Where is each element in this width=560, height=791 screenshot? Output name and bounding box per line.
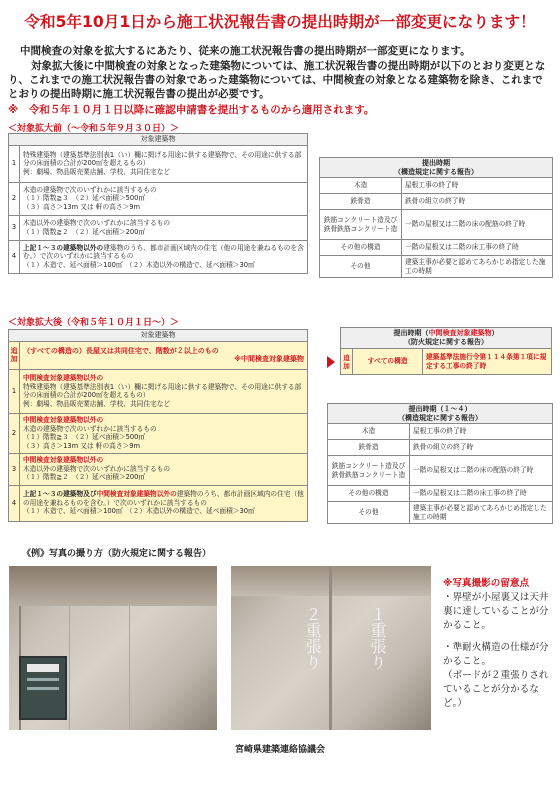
intro-paragraph: 対象拡大後に中間検査の対象となった建築物については、施工状況報告書の提出時期が以下のとおり変更となり、これまでの施工状況報告書の対象であった建築物については、中間検査の対象となる建築物を除き、これまでとおりの提出時期に施工状況報告書の提出が必要です。 [8, 60, 546, 100]
before-row-1: 特殊建築物（建築基準法別表1（い）欄に掲げる用途に供する建築物で、その用途に供する部分の床面積の合計が200㎡を超えるもの） 例：劇場、物品販売業店舗、学校、共同住宅など [20, 145, 308, 182]
structure-cell: 鉄筋コンクリート造及び鉄骨鉄筋コンクリート造 [320, 210, 402, 240]
before-timing-table [319, 157, 553, 278]
before-row-3: 木造以外の建築物で次のいずれかに該当するもの （１）階数≧２ （２）延べ面積＞200㎡ [20, 215, 308, 240]
intro-line-1: 中間検査の対象を拡大するにあたり、従来の施工状況報告書の提出時期が一部変更になります。 [20, 45, 471, 57]
structure-cell: その他 [320, 256, 402, 278]
fire-header-post: ） [491, 329, 499, 337]
structure-cell: その他の構造 [328, 486, 410, 502]
before-row-2: 木造の建築物で次のいずれかに該当するもの （１）階数≧３ （２）延べ面積＞500㎡ （３）高さ＞13m 又は 軒の高さ＞9m [20, 182, 308, 215]
fire-add-label: 追加 [341, 349, 353, 375]
after-row-1: 特殊建築物（建築基準法別表1（い）欄に掲げる用途に供する建築物で、その用途に供する部分の床面積の合計が200㎡を超えるもの） 例：劇場、物品販売業店舗、学校、共同住宅など [23, 382, 302, 408]
fire-timing: 建築基準法施行令第１１４条第１項に規定する工事の終了時 [423, 349, 552, 375]
photo-heading: 《例》写真の撮り方（防火規定に関する報告） [22, 549, 212, 559]
photo-construction-2 [231, 566, 431, 730]
row-num: 2 [9, 413, 20, 453]
row-num: 3 [9, 453, 20, 485]
after-heading: ＜対象拡大後（令和５年１０月１日～）＞ [8, 318, 180, 328]
page-title: 令和5年10月1日から施工状況報告書の提出時期が一部変更になります！ [24, 13, 536, 31]
after-left-header: 対象建築物 [9, 330, 308, 342]
fire-header-pre: 提出時期（ [393, 329, 429, 337]
after-row-4-bold: 上記１～３の建築物及び [23, 490, 97, 499]
after-target-table [8, 329, 308, 522]
before-row-4-bold: 上記１～３の建築物以外の [23, 243, 104, 252]
photo-label-single: １重張り [368, 606, 387, 670]
photo-construction-1 [9, 566, 217, 730]
application-note: ※ 令和５年１０月１日以降に確認申請書を提出するものから適用されます。 [8, 104, 375, 116]
after-row-1-red: 中間検査対象建築物以外の [23, 373, 104, 382]
add-label: 追加 [9, 341, 20, 369]
row-num: 4 [9, 240, 20, 273]
timing-cell: 一階の屋根又は二階の床の配筋の終了時 [402, 210, 553, 240]
timing-cell: 屋根工事の終了時 [410, 424, 553, 440]
after-row-4-red: 中間検査対象建築物以外の [96, 490, 177, 499]
after-row-2: 木造の建築物で次のいずれかに該当するもの （１）階数≧３ （２）延べ面積＞500㎡ （３）高さ＞13m 又は 軒の高さ＞9m [23, 424, 157, 450]
fire-header-red: 中間検査対象建築物 [428, 329, 492, 337]
structure-cell: 木造 [328, 424, 410, 440]
after-row-2-red: 中間検査対象建築物以外の [23, 415, 104, 424]
arrow-right-icon [327, 356, 335, 368]
after-right-header: 提出時期（１～４） （構造規定に関する報告） [328, 404, 553, 424]
row-num: 2 [9, 182, 20, 215]
structure-cell: 鉄骨造 [328, 440, 410, 456]
before-row-4: 建築物のうち、都市計画区域内の住宅（他の用途を兼ねるものを含む。）で次のいずれかに該当するもの （１）木造で、延べ面積＞100㎡ （２）木造以外の構造で、延べ面積＞30㎡ [23, 243, 304, 269]
timing-cell: 鉄骨の組立の終了時 [402, 194, 553, 210]
after-timing-table [327, 403, 553, 524]
add-text: （すべての構造の）長屋又は共同住宅で、階数が２以上のもの [23, 346, 219, 355]
structure-cell: その他の構造 [320, 240, 402, 256]
structure-cell: 木造 [320, 178, 402, 194]
photo-label-double: ２重張り [303, 606, 322, 670]
fire-structure: すべての構造 [353, 349, 423, 375]
fire-timing-table [340, 348, 552, 375]
before-heading: ＜対象拡大前（～令和５年９月３０日）＞ [8, 124, 180, 134]
timing-cell: 屋根工事の終了時 [402, 178, 553, 194]
whiteboard [19, 656, 67, 720]
row-num: 1 [9, 369, 20, 413]
note-1: ・界壁が小屋裏又は天井裏に達していることが分かること。 [443, 592, 549, 631]
photo-notes [443, 575, 555, 711]
after-row-3: 木造以外の建築物で次のいずれかに該当するもの （１）階数≧２ （２）延べ面積＞200㎡ [23, 464, 171, 482]
add-note: ※中間検査対象建築物 [234, 355, 304, 364]
row-num: 1 [9, 145, 20, 182]
fire-header-sub: （防火規定に関する報告） [404, 338, 488, 346]
timing-cell: 鉄骨の組立の終了時 [410, 440, 553, 456]
notes-title: ※写真撮影の留意点 [443, 578, 530, 589]
after-row-3-red: 中間検査対象建築物以外の [23, 456, 104, 465]
fire-timing-header [340, 327, 552, 349]
before-left-header: 対象建築物 [9, 134, 308, 146]
before-right-header: 提出時期 （構造規定に関する報告） [320, 158, 553, 178]
row-num: 4 [9, 485, 20, 521]
row-num: 3 [9, 215, 20, 240]
structure-cell: 鉄筋コンクリート造及び鉄骨鉄筋コンクリート造 [328, 456, 410, 486]
footer-org: 宮崎県建築連絡協議会 [234, 745, 325, 755]
structure-cell: その他 [328, 502, 410, 524]
structure-cell: 鉄骨造 [320, 194, 402, 210]
timing-cell: 建築主事が必要と認めてあらかじめ指定した施工の時期 [402, 256, 553, 278]
before-target-table [8, 133, 308, 274]
timing-cell: 建築主事が必要と認めてあらかじめ指定した施工の時期 [410, 502, 553, 524]
after-row-4: 建築物のうち、都市計画区域内の住宅（他の用途を兼ねるものを含む。）で次のいずれかに該当するもの （１）木造で、延べ面積＞100㎡ （２）木造以外の構造で、延べ面積＞30㎡ [23, 490, 304, 516]
note-2: ・準耐火構造の仕様が分かること。 （ボードが２重張りされていることが分かるなど。） [443, 642, 549, 709]
timing-cell: 一階の屋根又は二階の床工事の終了時 [402, 240, 553, 256]
timing-cell: 一階の屋根又は二階の床の配筋の終了時 [410, 456, 553, 486]
timing-cell: 一階の屋根又は二階の床工事の終了時 [410, 486, 553, 502]
